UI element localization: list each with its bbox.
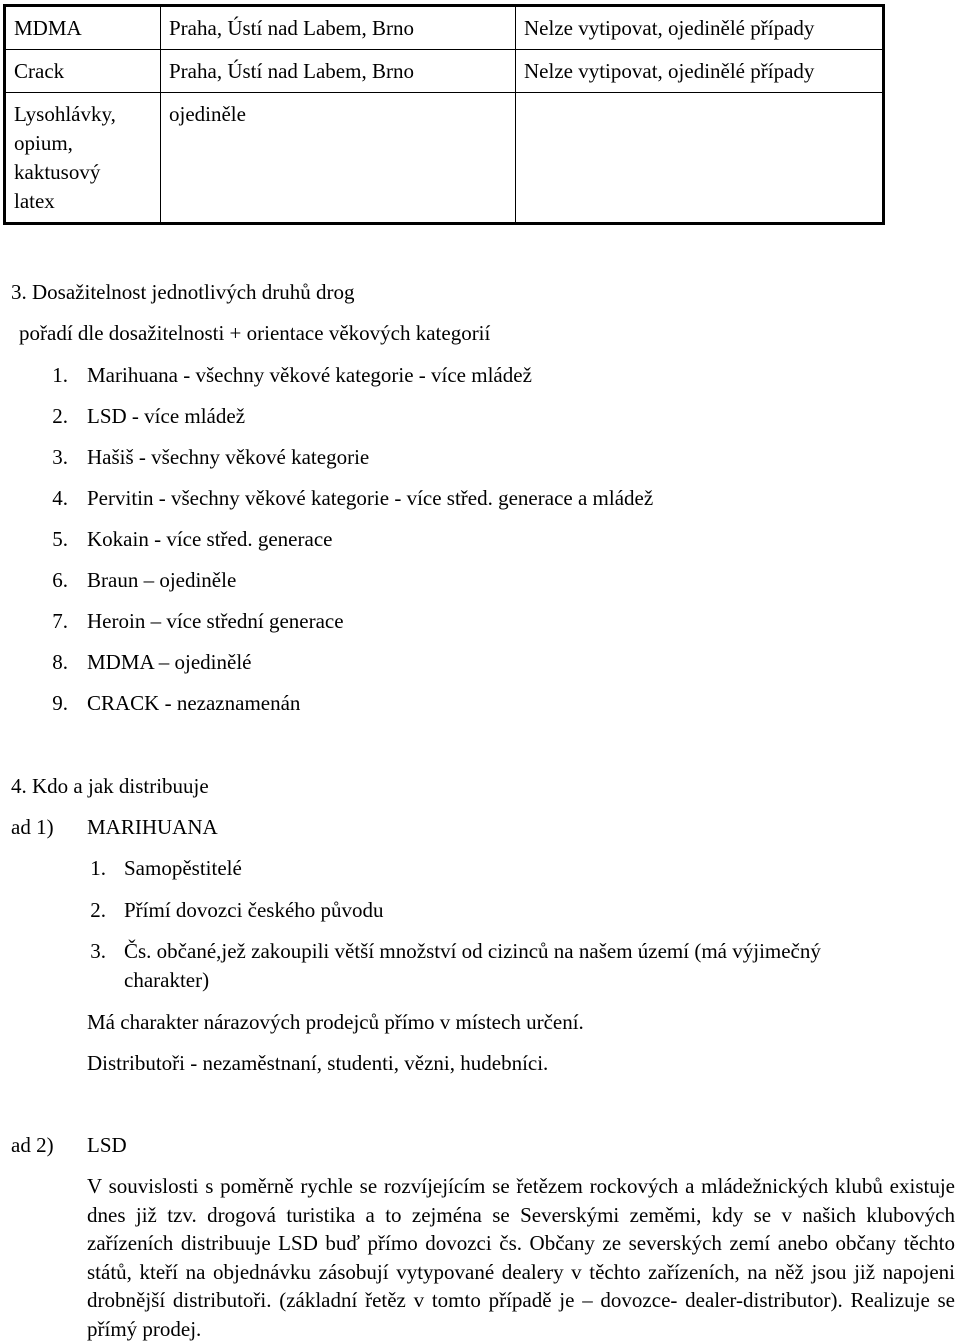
table-row [5, 50, 884, 93]
list-item: Heroin – více střední generace [87, 609, 344, 633]
list-item: Samopěstitelé [124, 856, 242, 880]
table-row [5, 6, 884, 50]
table-cell-note [516, 93, 884, 224]
list-item-continuation: charakter) [124, 968, 210, 992]
section-4-heading: 4. Kdo a jak distribuuje [11, 774, 209, 798]
list-item: Přímí dovozci českého původu [124, 898, 384, 922]
list-item-number: 3. [90, 939, 106, 963]
list-item: Braun – ojediněle [87, 568, 237, 592]
list-item: Pervitin - všechny věkové kategorie - více střed. generace a mládež [87, 486, 654, 510]
list-item: LSD - více mládež [87, 404, 246, 428]
table-cell-drug: Crack [5, 50, 161, 93]
table-cell-places: Praha, Ústí nad Labem, Brno [161, 6, 516, 50]
list-item: CRACK - nezaznamenán [87, 691, 301, 715]
list-item-number: 9. [52, 691, 68, 715]
list-item-number: 2. [90, 898, 106, 922]
drug-regions-table [3, 4, 885, 225]
section-3-subheading: pořadí dle dosažitelnosti + orientace věkových kategorií [19, 321, 491, 345]
ad1-label: ad 1) [11, 815, 54, 839]
list-item: Čs. občané,jež zakoupili větší množství od cizinců na našem území (má výjimečný [124, 939, 821, 963]
list-item-number: 8. [52, 650, 68, 674]
list-item: Marihuana - všechny věkové kategorie - více mládež [87, 363, 532, 387]
list-item-number: 3. [52, 445, 68, 469]
drug-line: kaktusový [14, 160, 101, 184]
ad2-label: ad 2) [11, 1133, 54, 1157]
list-item-number: 6. [52, 568, 68, 592]
list-item-number: 5. [52, 527, 68, 551]
list-item-number: 1. [90, 856, 106, 880]
list-item-number: 4. [52, 486, 68, 510]
list-item: MDMA – ojedinělé [87, 650, 252, 674]
table-cell-drug [5, 93, 161, 224]
section-3-heading: 3. Dosažitelnost jednotlivých druhů drog [11, 280, 355, 304]
list-item: Hašiš - všechny věkové kategorie [87, 445, 370, 469]
list-item-number: 2. [52, 404, 68, 428]
ad1-title: MARIHUANA [87, 815, 218, 839]
table-cell-places: ojediněle [161, 93, 516, 224]
table-row [5, 93, 884, 224]
table-cell-places: Praha, Ústí nad Labem, Brno [161, 50, 516, 93]
table-cell-drug: MDMA [5, 6, 161, 50]
drug-line: opium, [14, 131, 73, 155]
ad1-distributors: Distributoři - nezaměstnaní, studenti, vězni, hudebníci. [87, 1051, 549, 1075]
drug-line: latex [14, 189, 55, 213]
table-cell-note: Nelze vytipovat, ojedinělé případy [516, 50, 884, 93]
ad2-title: LSD [87, 1133, 127, 1157]
ad1-note: Má charakter nárazových prodejců přímo v místech určení. [87, 1010, 584, 1034]
list-item-number: 7. [52, 609, 68, 633]
list-item-number: 1. [52, 363, 68, 387]
table-cell-note: Nelze vytipovat, ojedinělé případy [516, 6, 884, 50]
ad2-paragraph: V souvislosti s poměrně rychle se rozvíjejícím se řetězem rockových a mládežnických klubů existuje dnes již tzv. drogová turistika a to zejména se Severskými zeměmi, kdy se v našich klubových zařízeních distribuuje LSD buď přímo dovozci čs. Občany ze severských zemí anebo občany těchto států, kteří na objednávku zásobují vytypované dealery v těchto zařízeních, na něž jsou již napojeni drobnější distributoři. (základní řetěz v tomto případě je – dovozce- dealer-distributor). Realizuje se přímý prodej. [87, 1174, 955, 1341]
list-item: Kokain - více střed. generace [87, 527, 333, 551]
drug-line: Lysohlávky, [14, 102, 116, 126]
